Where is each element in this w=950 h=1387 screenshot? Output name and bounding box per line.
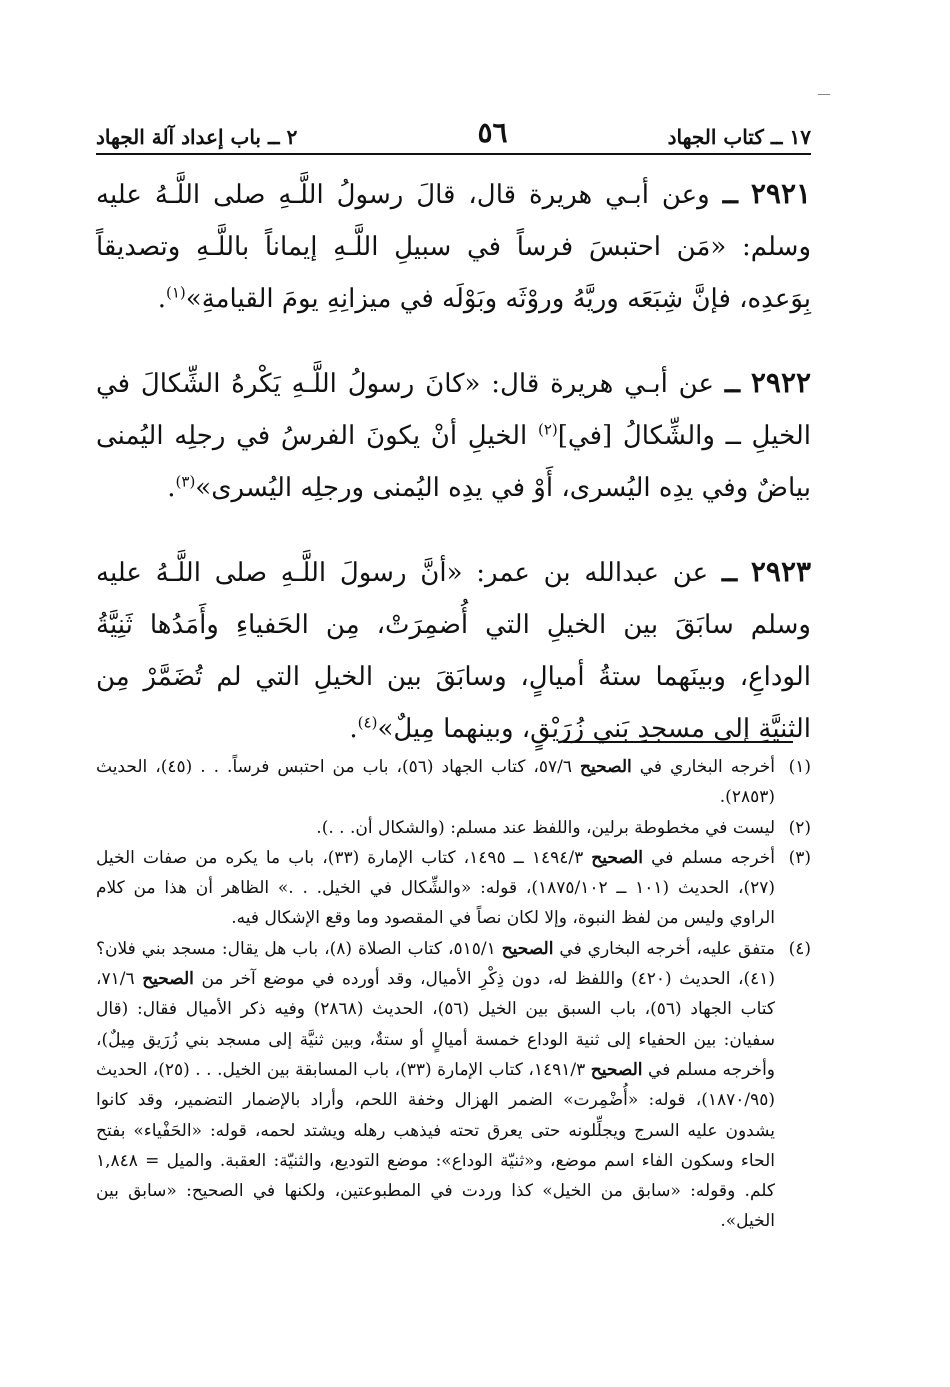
- hadith-dash: ــ: [721, 558, 738, 588]
- footnote-text: [96, 843, 775, 934]
- footnote-number: (٣): [788, 847, 811, 868]
- footnote-2: [96, 813, 811, 843]
- header-chapter: ١٧ ــ كتاب الجهاد: [667, 125, 811, 149]
- footnote-source: الصحيح: [580, 757, 632, 777]
- footnote-ref: (١): [166, 283, 186, 302]
- footnote-segment: ٥٧/٦، كتاب الجهاد (٥٦)، باب من احتبس فرساً. . . (٤٥)، الحديث (٢٨٥٣).: [96, 757, 775, 808]
- running-header: [96, 105, 811, 149]
- hadith-text: عن أبـي هريرة قال: «كانَ رسولُ اللَّـهِ يَكْرهُ الشِّكالَ في الخيلِ ــ والشِّكالُ [في]: [96, 369, 812, 451]
- footnote-segment: متفق عليه، أخرجه البخاري في: [553, 938, 775, 959]
- hadith-2923: [96, 546, 811, 755]
- footnote-segment: ١٤٩٤/٣ ــ ١٤٩٥، كتاب الإمارة (٣٣)، باب ما يكره من صفات الخيل (٢٧)، الحديث (١٠١ ــ ١٨٧٥/١٠٢)، قوله: «والشِّكال في الخيل. . .» الظاهر أن هذا من كلام الراوي وليس من لفظ النبوة، وإلا لكان نصاً في المقصود وما وقع الإشكال فيه.: [96, 847, 775, 929]
- hadith-text-continued: الخيلِ أنْ يكونَ الفرسُ في رجلِه اليُمنى بياضٌ وفي يدِه اليُسرى، أَوْ في يدِه اليُمنى ورجلِه اليُسرى»: [96, 421, 811, 503]
- footnote-number: (١): [788, 757, 811, 777]
- main-text: [96, 168, 811, 787]
- hadith-dash: ــ: [724, 369, 741, 399]
- footnote-source: الصحيح: [501, 938, 554, 959]
- hadith-dash: ــ: [722, 180, 738, 210]
- hadith-end: .: [157, 284, 166, 314]
- footnote-number: (٤): [788, 938, 811, 959]
- footnote-segment: ليست في مخطوطة برلين، واللفظ عند مسلم: (والشكال أن. . .).: [316, 817, 775, 838]
- header-section: ٢ ــ باب إعداد آلة الجهاد: [96, 125, 298, 149]
- footnote-text: [96, 934, 775, 1237]
- footnote-source: الصحيح: [591, 847, 644, 868]
- footnote-segment: أخرجه مسلم في: [643, 847, 775, 868]
- hadith-end: .: [167, 473, 176, 503]
- footnote-ref: (٢): [537, 420, 558, 439]
- footnote-source: الصحيح: [142, 969, 194, 990]
- footnotes: [96, 752, 811, 1237]
- footnote-text: [96, 752, 775, 813]
- footnote-segment: ١٤٩١/٣، كتاب الإمارة (٣٣)، باب المسابقة بين الخيل. . . (٢٥)، الحديث (١٨٧٠/٩٥)، قوله: «أُضْمِرت» الضمر الهزال وخفة اللحم، وأراد بالإضمار التضمير، وقد كانوا يشدون عليه السرج ويجلِّلونه حتى يعرق تحته فيذهب رهله ويشتد لحمه، قوله: «الحَفْياء» بفتح الحاء وسكون الفاء اسم موضع، و«ثنيّة الوداع»: موضع التوديع، والثنيّة: العقبة. والميل = ١,٨٤٨ كلم. وقوله: «سابق من الخيل» كذا وردت في المطبوعتين، ولكنها في الصحيح: «سابق بين الخيل».: [96, 1059, 775, 1232]
- hadith-2921: [96, 168, 811, 325]
- footnote-segment: ٥١٥/١، كتاب الصلاة (٨)، باب هل يقال: مسجد بني فلان؟ (٤١)، الحديث (٤٢٠) واللفظ له، دون ذِكْرِ الأميال، وقد أورده في موضع آخر من: [96, 938, 775, 990]
- margin-mark: [818, 94, 830, 95]
- footnote-ref: (٣): [175, 472, 196, 491]
- footnote-text: [96, 813, 775, 843]
- footnote-number: (٢): [788, 817, 811, 838]
- footnote-ref: (٤): [357, 713, 378, 732]
- footnote-4: [96, 934, 811, 1237]
- footnote-rule: [563, 741, 793, 743]
- footnote-segment: ٧١/٦، كتاب الجهاد (٥٦)، باب السبق بين الخيل (٥٦)، الحديث (٢٨٦٨) وفيه ذكر الأميال فقال: (قال سفيان: بين الحفياء إلى ثنية الوداع خمسة أميالٍ أو ستةٌ، وبين ثنيَّة إلى مسجد بني زُرَيق مِيلٌ)، وأخرجه مسلم في: [96, 969, 776, 1080]
- header-rule: [96, 153, 811, 155]
- hadith-number: ٢٩٢١: [750, 177, 812, 210]
- hadith-2922: [96, 357, 811, 514]
- hadith-number: ٢٩٢٢: [750, 366, 812, 399]
- hadith-end: .: [349, 714, 358, 744]
- footnote-1: [96, 752, 811, 813]
- hadith-text: عن عبدالله بن عمر: «أنَّ رسولَ اللَّـهِ صلى اللَّـهُ عليه وسلم سابَقَ بين الخيلِ التي أُضمِرَتْ، مِن الحَفياءِ وأَمَدُها ثَنِيَّةُ الوداعِ، وبينَهما ستةُ أميالٍ، وسابَقَ بين الخيلِ التي لم تُضَمَّرْ مِن الثنيَّةِ إلى مسجدِ بَني زُرَيْقٍ، وبينهما مِيلٌ»: [96, 558, 811, 744]
- hadith-text: وعن أبـي هريرة قال، قالَ رسولُ اللَّـهِ صلى اللَّـهُ عليه وسلم: «مَن احتبسَ فرساً في سبيلِ اللَّـهِ إيماناً باللَّـهِ وتصديقاً بِوَعدِه، فإنَّ شِبَعَه وريَّهُ وروْثَه وبَوْلَه في ميزانِهِ يومَ القيامةِ»: [96, 180, 811, 314]
- page-number: ٥٦: [477, 116, 508, 149]
- hadith-number: ٢٩٢٣: [750, 555, 812, 588]
- footnote-segment: أخرجه البخاري في: [631, 757, 775, 777]
- footnote-source: الصحيح: [590, 1059, 643, 1080]
- footnote-3: [96, 843, 811, 934]
